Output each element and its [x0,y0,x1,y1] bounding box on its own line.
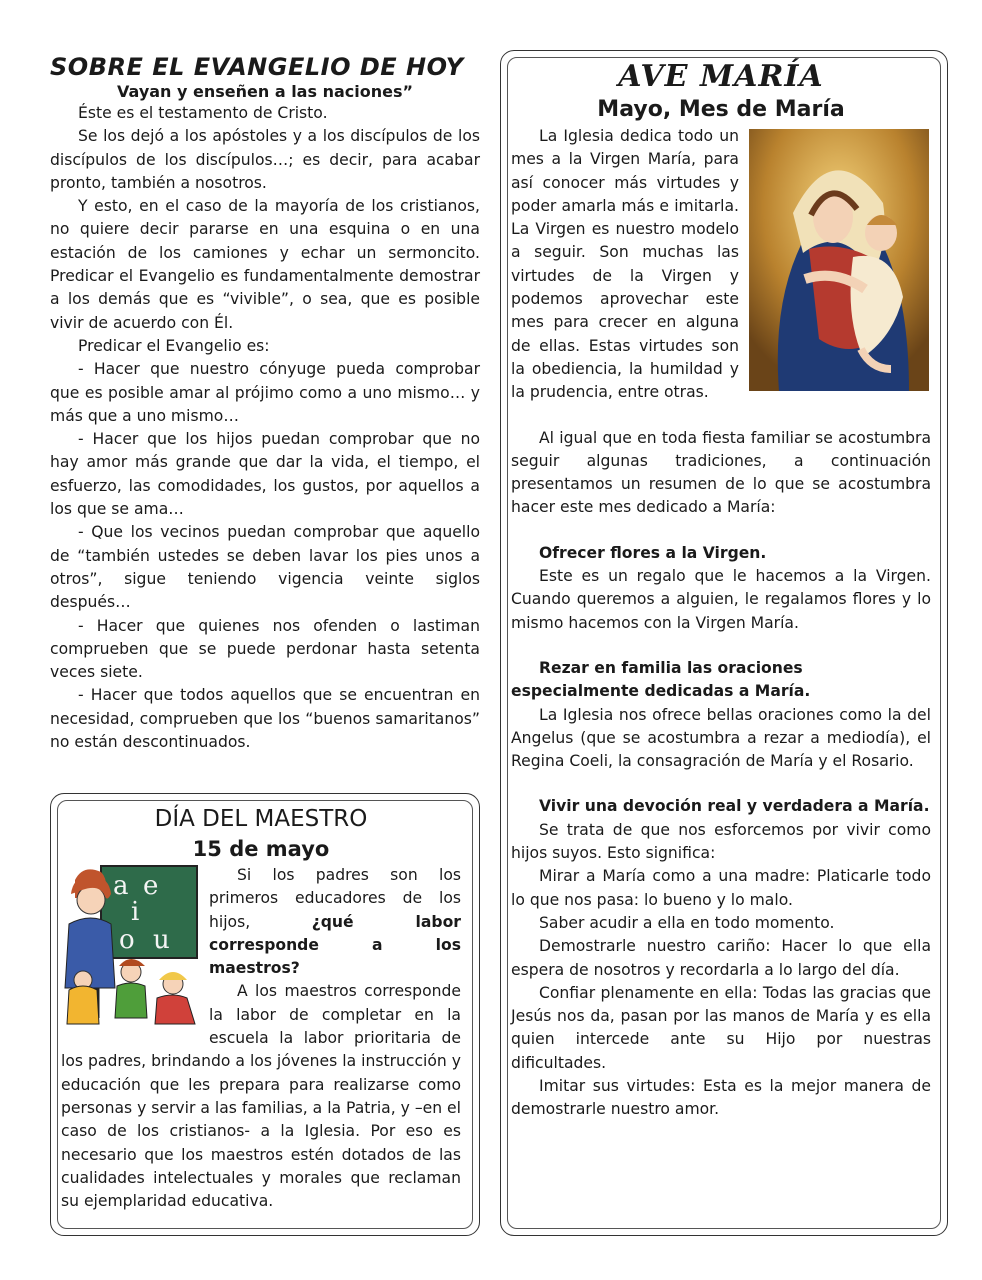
teacher-classroom-illustration [61,864,203,1034]
teacher-day-content [61,804,461,1213]
mary-section-prayers-heading: Rezar en familia las oraciones especialmente dedicadas a María. [511,658,811,701]
gospel-subtitle: Vayan y enseñen a las naciones” [117,82,413,101]
gospel-paragraph: - Hacer que quienes nos ofenden o lastiman comprueben que se puede perdonar hasta setenta veces siete. [50,616,480,682]
ave-maria-title: AVE MARÍA [618,59,824,94]
board-letter: e [143,871,159,901]
mary-intro: La Iglesia dedica todo un mes a la Virgen María, para así conocer más virtudes y poder amarla más e imitarla. La Virgen es nuestro modelo a seguir. Son muchas las virtudes de la Virgen y podemos aprovechar este mes para crecer en alguna de ellas. Estas virtudes son la obediencia, la humildad y la prudencia, entre otras. [511,127,739,402]
mary-section-flowers-heading: Ofrecer flores a la Virgen. [539,543,767,562]
gospel-title: SOBRE EL EVANGELIO DE HOY [50,53,464,81]
mary-section-prayers-text: La Iglesia nos ofrece bellas oraciones como la del Angelus (que se acostumbra a rezar a mediodía), el Regina Coeli, la consagración de María y el Rosario. [511,705,931,771]
teacher-day-box [50,793,480,1236]
ave-maria-content [511,59,931,1122]
board-letter: o [119,925,135,955]
mary-devotion-item: Se trata de que nos esforcemos por vivir como hijos suyos. Esto significa: [511,820,931,863]
virgin-mary-painting [749,129,929,391]
teacher-day-date: 15 de mayo [192,837,330,861]
gospel-paragraph: - Hacer que los hijos puedan comprobar que no hay amor más grande que dar la vida, el tiempo, el esfuerzo, las comodidades, los gustos, por aquellos a los que se ama… [50,430,480,519]
gospel-paragraph: Éste es el testamento de Cristo. [78,104,328,122]
gospel-paragraph: Predicar el Evangelio es: [78,336,270,355]
ave-maria-box [500,50,948,1236]
gospel-article [50,52,480,754]
teacher-question: ¿qué labor corresponde a los maestros? [209,912,461,978]
teacher-question-lead: Si los padres son los primeros educadores de los hijos, [209,866,461,931]
mary-devotion-item: Mirar a María como a una madre: Platicarle todo lo que nos pasa: lo bueno y lo malo. [511,867,931,909]
gospel-paragraph: - Hacer que todos aquellos que se encuentran en necesidad, comprueben que los “buenos samaritanos” no están descontinuados. [50,686,480,752]
teacher-paragraph: A los maestros corresponde la labor de completar en la escuela la labor prioritaria de los padres, brindando a los jóvenes la instrucción y educación que les prepara para realizarse como personas y servir a las familias, a la Patria, y –en el caso de los cristianos- a la Iglesia. Por eso es necesario que los maestros estén dotados de las cualidades intelectuales y morales que reclaman su ejemplaridad educativa. [61,982,461,1211]
gospel-paragraph: Se los dejó a los apóstoles y a los discípulos de los discípulos de los discípulos…; es decir, para acabar pronto, también a nosotros. [50,127,480,192]
board-letter: i [131,897,140,927]
mary-section-devotion-heading: Vivir una devoción real y verdadera a María. [539,797,930,816]
mary-devotion-item: Saber acudir a ella en todo momento. [539,913,835,932]
mary-section-flowers-text: Este es un regalo que le hacemos a la Virgen. Cuando queremos a alguien, le regalamos flores y lo mismo hacemos con la Virgen María. [511,567,931,632]
board-letter: a [113,871,129,901]
mary-devotion-item: Imitar sus virtudes: Esta es la mejor manera de demostrarle nuestro amor. [511,1076,931,1119]
mary-devotion-item: Demostrarle nuestro cariño: Hacer lo que ella espera de nosotros y recordarla a lo largo del día. [511,937,931,979]
gospel-paragraph: - Que los vecinos puedan comprobar que aquello de “también ustedes se deben lavar los pies unos a otros”, sigue teniendo vigencia veinte siglos después… [50,523,480,612]
teacher-day-title: DÍA DEL MAESTRO [154,806,368,832]
mary-devotion-item: Confiar plenamente en ella: Todas las gracias que Jesús nos da, pasan por las manos de María y es ella quien intercede ante su Hijo por nuestras dificultades. [511,983,931,1072]
gospel-paragraph: Y esto, en el caso de la mayoría de los cristianos, no quiere decir pararse en una esquina o en una estación de los camiones y echar un sermoncito. Predicar el Evangelio es fundamentalmente demostrar a los demás que es “vivible”, o sea, que es posible vivir de acuerdo con Él. [50,197,480,332]
board-letter: u [153,925,170,955]
gospel-paragraph: - Hacer que nuestro cónyuge pueda comprobar que es posible amar al prójimo como a uno mismo… y más que a uno mismo… [50,360,480,425]
mary-traditions: Al igual que en toda fiesta familiar se acostumbra seguir algunas tradiciones, a continuación presentamos un resumen de lo que se acostumbra hacer este mes dedicado a María: [511,428,931,517]
ave-maria-subtitle: Mayo, Mes de María [597,97,845,122]
